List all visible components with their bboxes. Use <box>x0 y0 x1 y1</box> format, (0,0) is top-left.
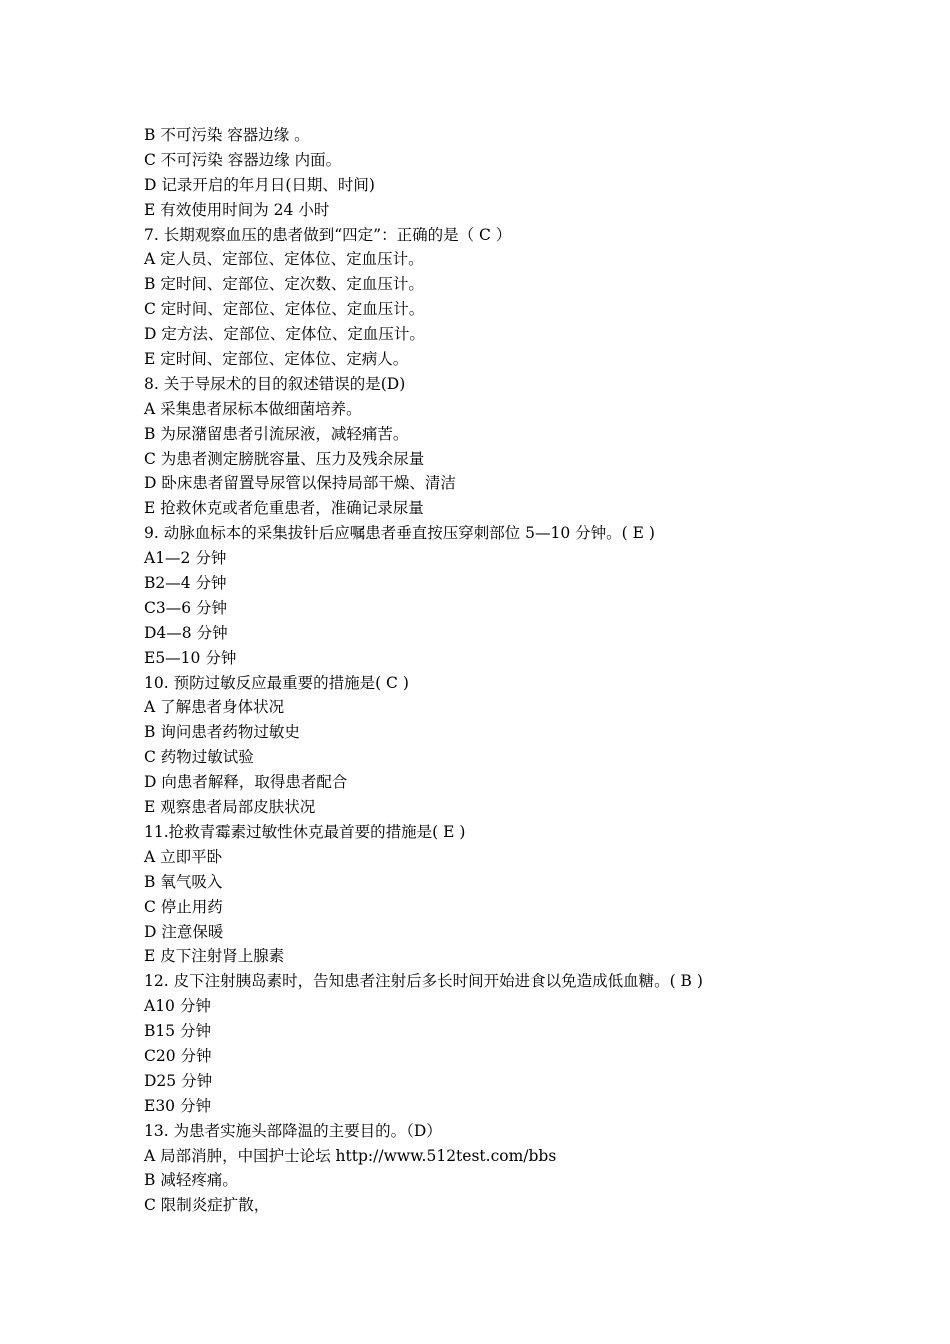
option-line: E 定时间、定部位、定体位、定病人。 <box>144 350 409 369</box>
option-line: B 定时间、定部位、定次数、定血压计。 <box>144 275 424 294</box>
option-line: C 为患者测定膀胱容量、压力及残余尿量 <box>144 449 425 468</box>
option-line: B 为尿潴留患者引流尿液，减轻痛苦。 <box>144 424 409 443</box>
option-line: C 定时间、定部位、定体位、定血压计。 <box>144 300 425 319</box>
option-line: D 定方法、定部位、定体位、定血压计。 <box>144 325 425 344</box>
document-text <box>144 123 864 1218</box>
option-line: D 向患者解释，取得患者配合 <box>144 773 348 792</box>
option-line: A 采集患者尿标本做细菌培养。 <box>144 399 362 418</box>
option-line: A 了解患者身体状况 <box>144 698 285 717</box>
question-12: 12. 皮下注射胰岛素时，告知患者注射后多长时间开始进食以免造成低血糖。( B ) <box>144 972 703 991</box>
text-line: C 不可污染 容器边缘 内面。 <box>144 150 342 169</box>
text-line: D 记录开启的年月日(日期、时间) <box>144 175 375 194</box>
option-line: E 皮下注射肾上腺素 <box>144 947 285 966</box>
option-line: A1—2 分钟 <box>144 549 227 568</box>
question-9: 9. 动脉血标本的采集拔针后应嘱患者垂直按压穿刺部位 5—10 分钟。( E ) <box>144 524 655 543</box>
text-line: E 有效使用时间为 24 小时 <box>144 200 330 219</box>
option-line: E5—10 分钟 <box>144 648 237 667</box>
option-line: C 限制炎症扩散， <box>144 1196 270 1215</box>
option-line: C3—6 分钟 <box>144 598 228 617</box>
question-7: 7. 长期观察血压的患者做到“四定”：正确的是（ C ） <box>144 225 512 244</box>
option-line: A10 分钟 <box>144 997 211 1016</box>
question-10: 10. 预防过敏反应最重要的措施是( C ) <box>144 673 409 692</box>
option-line: A 定人员、定部位、定体位、定血压计。 <box>144 250 424 269</box>
question-8: 8. 关于导尿术的目的叙述错误的是(D) <box>144 374 406 393</box>
option-line: E30 分钟 <box>144 1096 211 1115</box>
option-line: C 停止用药 <box>144 897 223 916</box>
option-line: B 减轻疼痛。 <box>144 1171 238 1190</box>
option-line: E 观察患者局部皮肤状况 <box>144 798 316 817</box>
option-line: B15 分钟 <box>144 1022 212 1041</box>
option-line: C 药物过敏试验 <box>144 748 254 767</box>
option-line: D 卧床患者留置导尿管以保持局部干燥、清洁 <box>144 474 456 493</box>
option-line: D25 分钟 <box>144 1071 213 1090</box>
option-line: D4—8 分钟 <box>144 623 228 642</box>
option-line: B 询问患者药物过敏史 <box>144 723 300 742</box>
option-line: B2—4 分钟 <box>144 574 227 593</box>
option-line: D 注意保暖 <box>144 922 224 941</box>
question-11: 11.抢救青霉素过敏性休克最首要的措施是( E ) <box>144 822 466 841</box>
text-line: B 不可污染 容器边缘 。 <box>144 126 310 144</box>
option-line: A 立即平卧 <box>144 847 223 866</box>
option-line: B 氧气吸入 <box>144 872 223 891</box>
option-line: E 抢救休克或者危重患者，准确记录尿量 <box>144 499 424 518</box>
option-line: C20 分钟 <box>144 1046 212 1065</box>
question-13: 13. 为患者实施头部降温的主要目的。（D） <box>144 1121 442 1140</box>
option-line: A 局部消肿，中国护士论坛 http://www.512test.com/bbs <box>144 1146 557 1165</box>
